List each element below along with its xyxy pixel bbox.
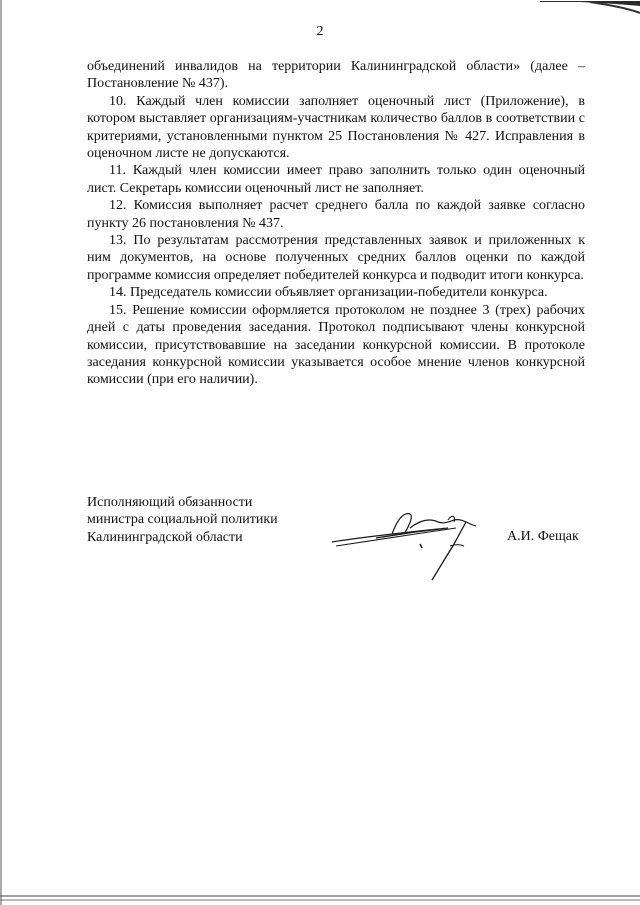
- signatory-title-line: Исполняющий обязанности: [87, 495, 253, 510]
- signatory-name: А.И. Фещак: [507, 529, 579, 544]
- paragraph: 14. Председатель комиссии объявляет организации-победители конкурса.: [109, 285, 548, 301]
- handwritten-signature: [330, 494, 490, 584]
- paragraph: 13. По результатам рассмотрения представленных заявок и приложенных к ним документов, на основе полученных средних баллов оценки по каждой программе комиссия определяет победителей конкурса и подводит итоги конкурса.: [87, 233, 585, 283]
- signatory-title-line: Калининградской области: [87, 529, 243, 545]
- signatory-title: [87, 494, 278, 546]
- scan-edge-left: [0, 0, 6, 905]
- scan-edge-bottom: [0, 892, 640, 905]
- body-text: [87, 58, 585, 389]
- paragraph: объединений инвалидов на территории Калининградской области» (далее – Постановление № 437).: [87, 59, 585, 92]
- signatory-title-line: министра социальной политики: [87, 512, 278, 528]
- page-number: 2: [316, 24, 324, 39]
- scan-edge-top: [540, 0, 640, 14]
- paragraph: 11. Каждый член комиссии имеет право заполнить только один оценочный лист. Секретарь комиссии оценочный лист не заполняет.: [87, 163, 585, 196]
- signature-block: [87, 494, 585, 594]
- paragraph: 12. Комиссия выполняет расчет среднего балла по каждой заявке согласно пункту 26 постановления № 437.: [87, 198, 585, 231]
- paragraph: 10. Каждый член комиссии заполняет оценочный лист (Приложение), в котором выставляет организациям-участникам количество баллов в соответствии с критериями, установленными пунктом 25 Постановления № 427. Исправления в оценочном листе не допускаются.: [87, 93, 585, 162]
- paragraph: 15. Решение комиссии оформляется протоколом не позднее 3 (трех) рабочих дней с даты проведения заседания. Протокол подписывают члены конкурсной комиссии, присутствовавшие на заседании конкурсной комиссии. В протоколе заседания конкурсной комиссии указывается особое мнение членов конкурсной комиссии (при его наличии).: [87, 302, 585, 388]
